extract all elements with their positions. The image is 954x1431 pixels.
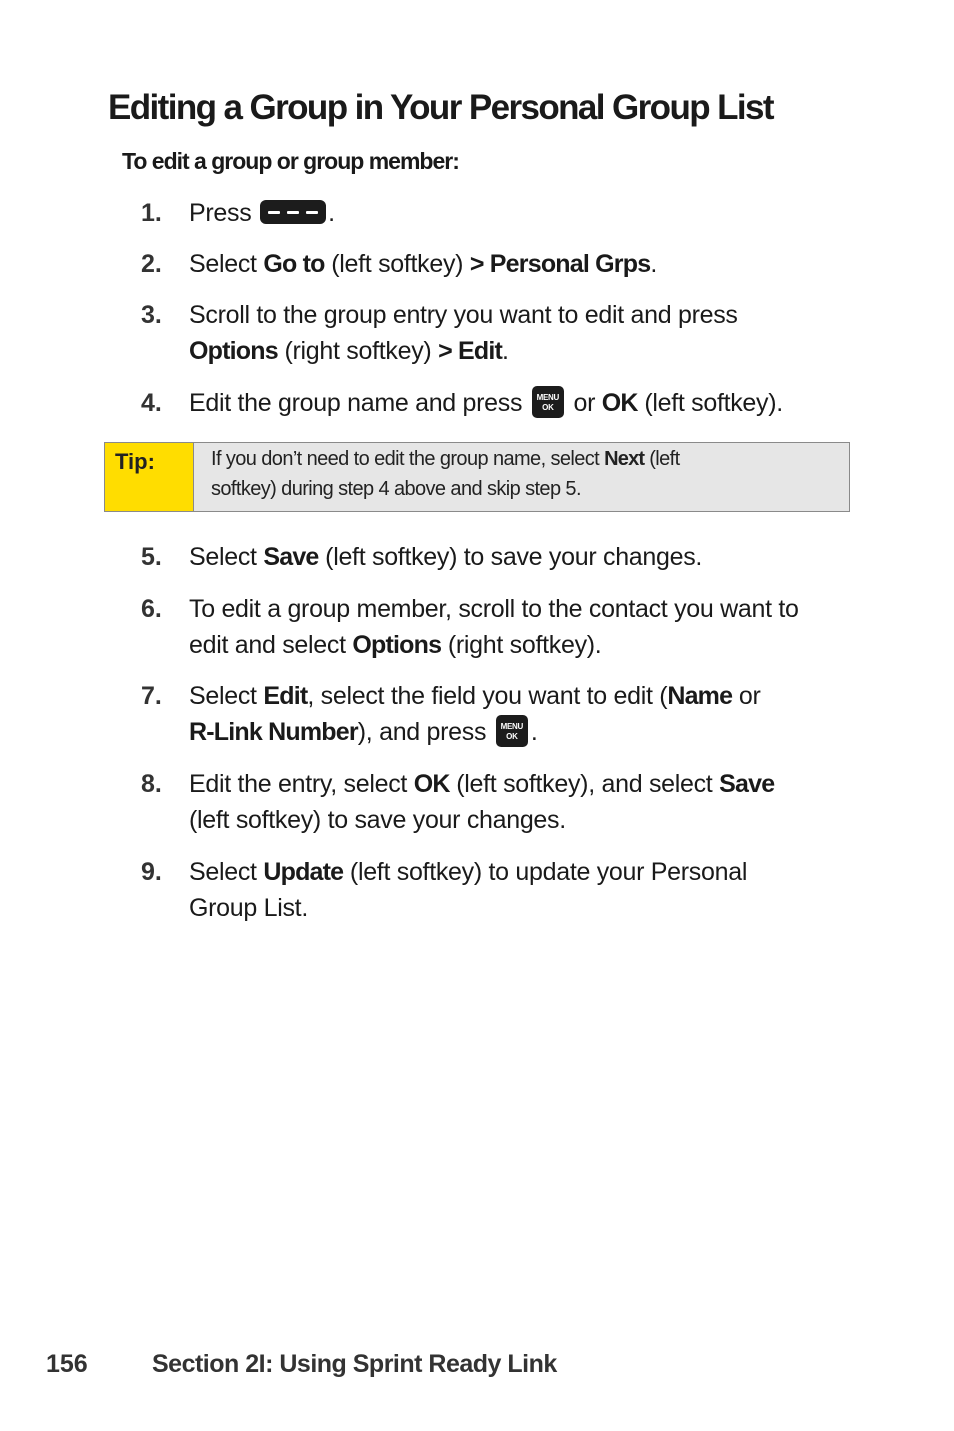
step-text: Select Save (left softkey) to save your changes. [189,543,703,571]
step-number: 2. [141,250,162,278]
step-number: 8. [141,770,162,798]
step-number: 9. [141,858,162,886]
page-number: 156 [46,1350,88,1378]
tip-label: Tip: [105,443,194,511]
section-title: Section 2I: Using Sprint Ready Link [152,1350,557,1378]
step-number: 5. [141,543,162,571]
step-number: 4. [141,389,162,417]
step-number: 1. [141,199,162,227]
tip-box [104,442,850,512]
step-number: 7. [141,682,162,710]
step-text: Scroll to the group entry you want to edit and press Options (right softkey) > Edit. [189,301,738,365]
step-text: Select Update (left softkey) to update your Personal Group List. [189,858,748,922]
step-text: Edit the entry, select OK (left softkey), and select Save (left softkey) to save your changes. [189,770,775,834]
step-number: 6. [141,595,162,623]
tip-text: If you don’t need to edit the group name, select Next (left softkey) during step 4 above and skip step 5. [194,443,849,511]
step-text: Edit the group name and press MENU OK or OK (left softkey). [189,385,879,421]
procedure-heading: To edit a group or group member: [122,148,459,174]
step-text: Press . [189,199,335,227]
ellipsis-key-icon [260,200,326,224]
page-title: Editing a Group in Your Personal Group List [108,88,773,127]
step-text: To edit a group member, scroll to the contact you want to edit and select Options (right softkey). [189,595,799,659]
menu-ok-key-icon: MENU OK [496,715,528,747]
step-text: Select Go to (left softkey) > Personal Grps. [189,250,657,278]
page-footer [46,1350,557,1379]
step-number: 3. [141,301,162,329]
menu-ok-key-icon: MENU OK [532,386,564,418]
step-text: Select Edit, select the field you want to edit (Name or R-Link Number), and press MENU OK . [189,682,761,746]
